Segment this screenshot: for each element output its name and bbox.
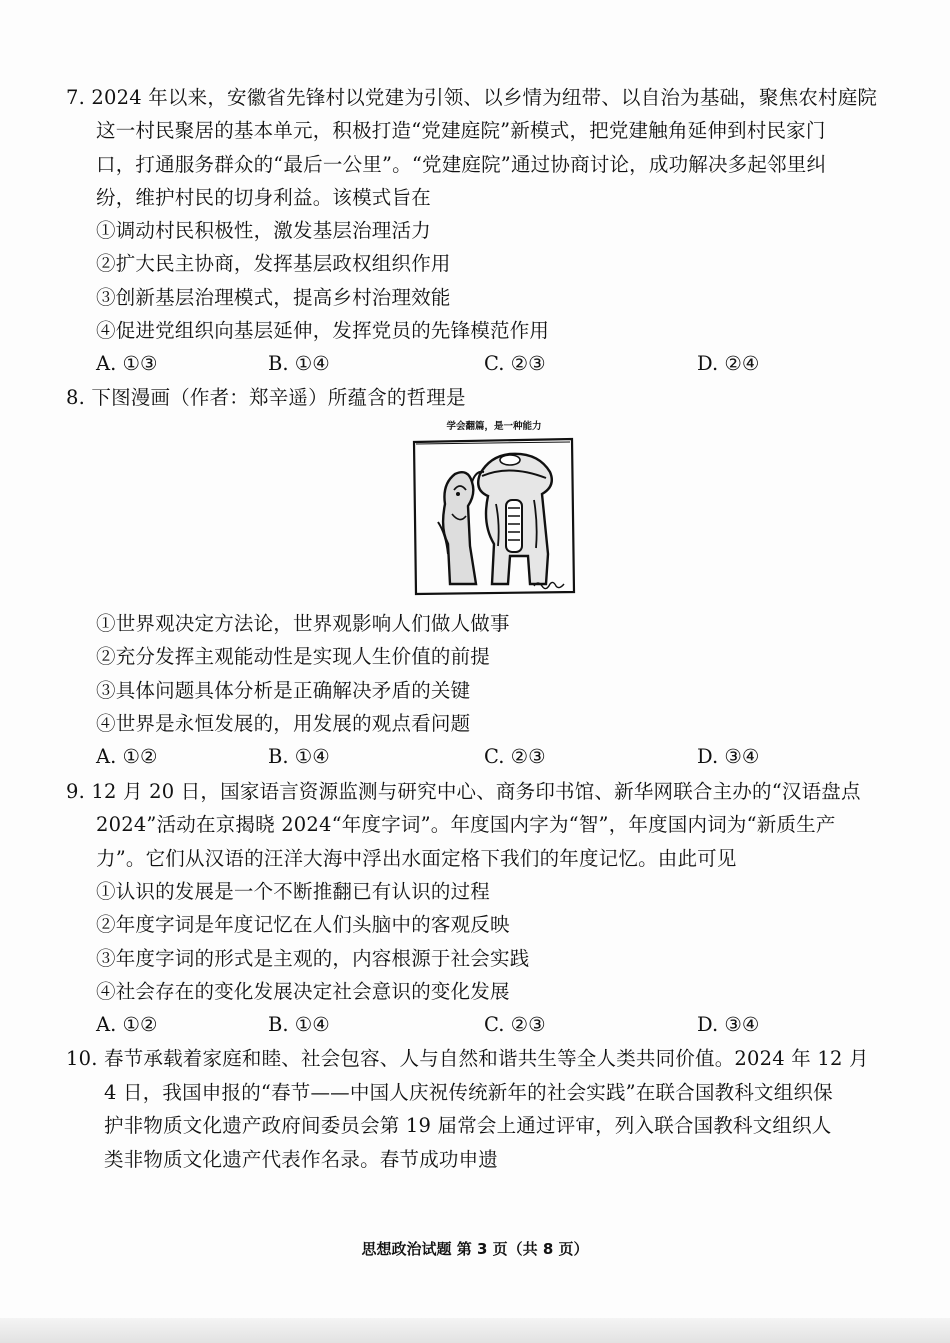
q7-option: ②扩大民主协商，发挥基层政权组织作用 <box>96 252 451 275</box>
q8-option: ③具体问题具体分析是正确解决矛盾的关键 <box>96 679 471 702</box>
cartoon-drawing <box>410 434 578 596</box>
scan-bottom-edge <box>0 1318 950 1343</box>
q10-stem-line: 护非物质文化遗产政府间委员会第 19 届常会上通过评审，列入联合国教科文组织人 <box>104 1114 832 1137</box>
q8-option: ①世界观决定方法论，世界观影响人们做人做事 <box>96 612 510 635</box>
q9-choice-c: C. ②③ <box>484 1013 546 1036</box>
page-footer: 思想政治试题 第 3 页（共 8 页） <box>361 1240 589 1258</box>
q7-choice-a: A. ①③ <box>96 352 158 375</box>
q7-choice-d: D. ②④ <box>697 352 760 375</box>
q10-stem-line: 类非物质文化遗产代表作名录。春节成功申遗 <box>104 1148 499 1171</box>
q9-choice-b: B. ①④ <box>268 1013 330 1036</box>
q7-stem-line: 7. 2024 年以来，安徽省先锋村以党建为引领、以乡情为纽带、以自治为基础，聚焦农村庭院 <box>66 86 878 109</box>
q7-choice-b: B. ①④ <box>268 352 330 375</box>
q9-option: ④社会存在的变化发展决定社会意识的变化发展 <box>96 980 510 1003</box>
q8-choice-c: C. ②③ <box>484 745 546 768</box>
q9-option: ②年度字词是年度记忆在人们头脑中的客观反映 <box>96 913 510 936</box>
q9-choice-d: D. ③④ <box>697 1013 760 1036</box>
q8-choice-b: B. ①④ <box>268 745 330 768</box>
q8-stem-line: 8. 下图漫画（作者：郑辛遥）所蕴含的哲理是 <box>66 386 466 409</box>
q8-option: ④世界是永恒发展的，用发展的观点看问题 <box>96 712 471 735</box>
q10-stem-line: 10. 春节承载着家庭和睦、社会包容、人与自然和谐共生等全人类共同价值。2024 年 12 月 <box>66 1047 869 1070</box>
q10-stem-line: 4 日，我国申报的“春节——中国人庆祝传统新年的社会实践”在联合国教科文组织保 <box>104 1081 833 1104</box>
q8-choice-a: A. ①② <box>96 745 158 768</box>
q9-choice-a: A. ①② <box>96 1013 158 1036</box>
q8-choice-d: D. ③④ <box>697 745 760 768</box>
q7-option: ④促进党组织向基层延伸，发挥党员的先锋模范作用 <box>96 319 550 342</box>
q7-choice-c: C. ②③ <box>484 352 546 375</box>
q7-stem-line: 这一村民聚居的基本单元，积极打造“党建庭院”新模式，把党建触角延伸到村民家门 <box>96 119 826 142</box>
q7-stem-line: 纷，维护村民的切身利益。该模式旨在 <box>96 186 431 209</box>
cartoon-figure <box>410 420 578 596</box>
q8-option: ②充分发挥主观能动性是实现人生价值的前提 <box>96 645 491 668</box>
q7-option: ③创新基层治理模式，提高乡村治理效能 <box>96 286 451 309</box>
q7-stem-line: 口，打通服务群众的“最后一公里”。“党建庭院”通过协商讨论，成功解决多起邻里纠 <box>96 153 827 176</box>
cartoon-caption: 学会翻篇，是一种能力 <box>446 421 542 432</box>
q9-stem-line: 9. 12 月 20 日，国家语言资源监测与研究中心、商务印书馆、新华网联合主办的“汉语盘点 <box>66 780 861 803</box>
q9-option: ①认识的发展是一个不断推翻已有认识的过程 <box>96 880 491 903</box>
q7-option: ①调动村民积极性，激发基层治理活力 <box>96 219 431 242</box>
q9-stem-line: 2024”活动在京揭晓 2024“年度字词”。年度国内字为“智”，年度国内词为“新质生产 <box>96 813 836 836</box>
q9-option: ③年度字词的形式是主观的，内容根源于社会实践 <box>96 947 530 970</box>
q9-stem-line: 力”。它们从汉语的汪洋大海中浮出水面定格下我们的年度记忆。由此可见 <box>96 847 737 870</box>
